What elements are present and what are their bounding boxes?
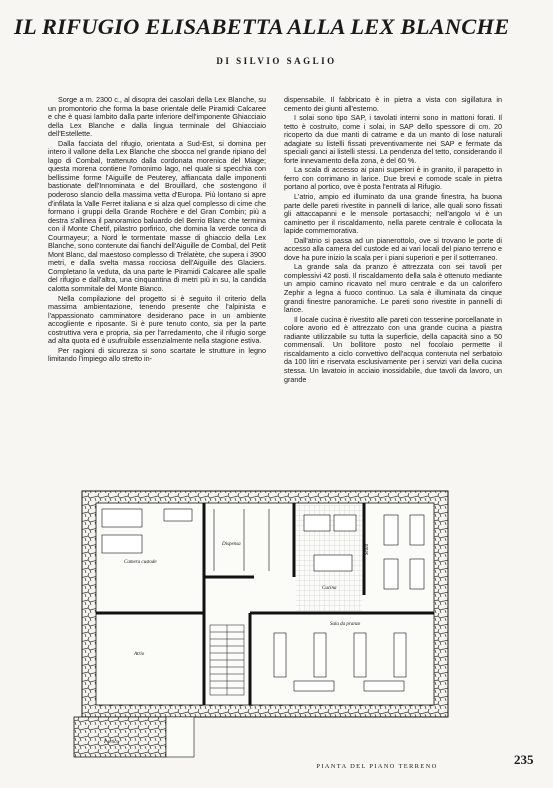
room-label-scala: Scala [365, 543, 370, 555]
paragraph: Dall'atrio si passa ad un pianerottolo, ove si trovano le porte di accesso alla camera del custode ed ai vari locali del piano terreno e dove ha pure inizio la scala per i piani superiori e per il sotterraneo. [284, 235, 502, 262]
paragraph: dispensabile. Il fabbricato è in pietra a vista con sigillatura in cemento dei giunti all'esterno. [284, 95, 502, 113]
paragraph: Sorge a m. 2300 c., al disopra dei casolari della Lex Blanche, su un promontorio che forma la base orientale delle Piramidi Calcaree e che è quasi lambito dalla parte inferiore dell'imponente Ghiacciaio della Lex Blanche e dalla lingua terminale del Ghiacciaio dell'Estellette. [48, 95, 266, 139]
paragraph: La scala di accesso ai piani superiori è in granito, il parapetto in ferro con corrimano in larice. Due brevi e comode scale in pietra portano al portico, ove è posta l'entrata al Rifugio. [284, 165, 502, 192]
paragraph: Il locale cucina è rivestito alle pareti con tesserine porcellanate in colore avorio ed è attrezzato con una grande cucina a piastra radiante utilizzabile su tutta la superficie, della capacità sino a 50 commensali. Un bollitore posto nel focolaio permette il riscaldamento a ciclo convettivo dell'acqua contenuta nel serbatoio da 100 litri e riservata esclusivamente per i servizi vari della cucina stessa. Un lavatoio in acciaio inossidabile, due tavoli da lavoro, un grande [284, 314, 502, 384]
room-label-dispensa: Dispensa [222, 542, 241, 547]
text-column-left [48, 96, 266, 365]
room-label-cucina: Cucina [322, 586, 337, 591]
article-title: IL RIFUGIO ELISABETTA ALLA LEX BLANCHE [14, 14, 510, 39]
room-label-custode: Camera custode [124, 560, 157, 565]
paragraph: Dalla facciata del rifugio, orientata a Sud-Est, si domina per intero il vallone della Lex Blanche che sbocca nel grande ripiano del lago di Combal, trattenuto dalla cordonata morenica del Miage; questa morena contiene l'omonimo lago, nel quale si specchia con bellissime forme l'Aiguille de Peuterey, affiancata dalle imponenti bastionate dell'Innominata e del Brouillard, che sostengono il poderoso slancio della massima vetta d'Europa. Più lontano si apre d'infilata la Valle Ferret italiana e si alza quel complesso di cime che formano i gruppi della Grande Rochère e del Gran Combin; più a destra s'allinea il panoramico baluardo del Berrio Blanc che termina con il Monte Chetif, pilastro porfirico, che domina la verde conca di Courmayeur; a Nord le tormentate masse di ghiaccio della Lex Blanche, sono contenute dai fianchi dell'Aiguille de Combal, del Petit Mont Blanc, dal maestoso complesso di Trélatète, che supera i 3900 metri, e dalla svelta massa rocciosa dell'Aiguille des Glaciers. Completano la veduta, da una parte le Piramidi Calcaree alle spalle del rifugio e dall'altra, una cinquantina di metri più in su, la candida calotta sommitale del Monte Bianco. [48, 138, 266, 294]
portico [74, 717, 166, 757]
floor-plan [64, 485, 482, 761]
plan-caption: PIANTA DEL PIANO TERRENO [316, 763, 438, 770]
paragraph: I solai sono tipo SAP, i tavolati interni sono in mattoni forati. Il tetto è costruito, come i solai, in SAP dello spessore di cm. 20 ricoperto da due manti di catrame e da un manto di lose naturali adagiate su listelli fissati preventivamente nei SAP e fermate da speciali ganci ai listelli stessi. La pendenza del tetto, considerando il forte innevamento della zona, è del 60 %. [284, 113, 502, 165]
page-number: 235 [514, 752, 534, 767]
text-column-right [284, 96, 502, 385]
paragraph: La grande sala da pranzo è attrezzata con sei tavoli per complessivi 42 posti. Il riscaldamento della sala è ottenuto mediante un ampio camino ricavato nel muro centrale e da un calorifero Zephir a legna a fuoco continuo. La sala è illuminata da cinque grandi finestre panoramiche. Le pareti sono rivestite in pannelli di larice. [284, 262, 502, 315]
portico-steps [166, 717, 194, 757]
paragraph: Nella compilazione del progetto si è seguito il criterio della massima ambientazione, tenendo presente che l'alpinista e l'appassionato camminatore desiderano pace in un ambiente accogliente e riposante. Si è pure tenuto conto, sia per la parte costruttiva vera e propria, sia per l'arredamento, che il rifugio sorge ad alta quota ed è usufruibile essenzialmente nella stagione estiva. [48, 293, 266, 346]
paragraph: Per ragioni di sicurezza si sono scartate le strutture in legno limitando l'impiego allo stretto in- [48, 345, 266, 364]
room-label-portico: Portico [104, 740, 119, 745]
paragraph: L'atrio, ampio ed illuminato da una grande finestra, ha buona parte delle pareti rivestite in pannelli di larice, alle quali sono fissati gli attaccapanni e le mensole portasacchi; nell'angolo vi è un caminetto per il riscaldamento, nella parete centrale è collocata la lapide commemorativa. [284, 192, 502, 236]
room-label-sala: Sala da pranzo [330, 622, 361, 627]
article-byline: DI SILVIO SAGLIO [216, 56, 337, 66]
room-label-atrio: Atrio [134, 652, 145, 657]
